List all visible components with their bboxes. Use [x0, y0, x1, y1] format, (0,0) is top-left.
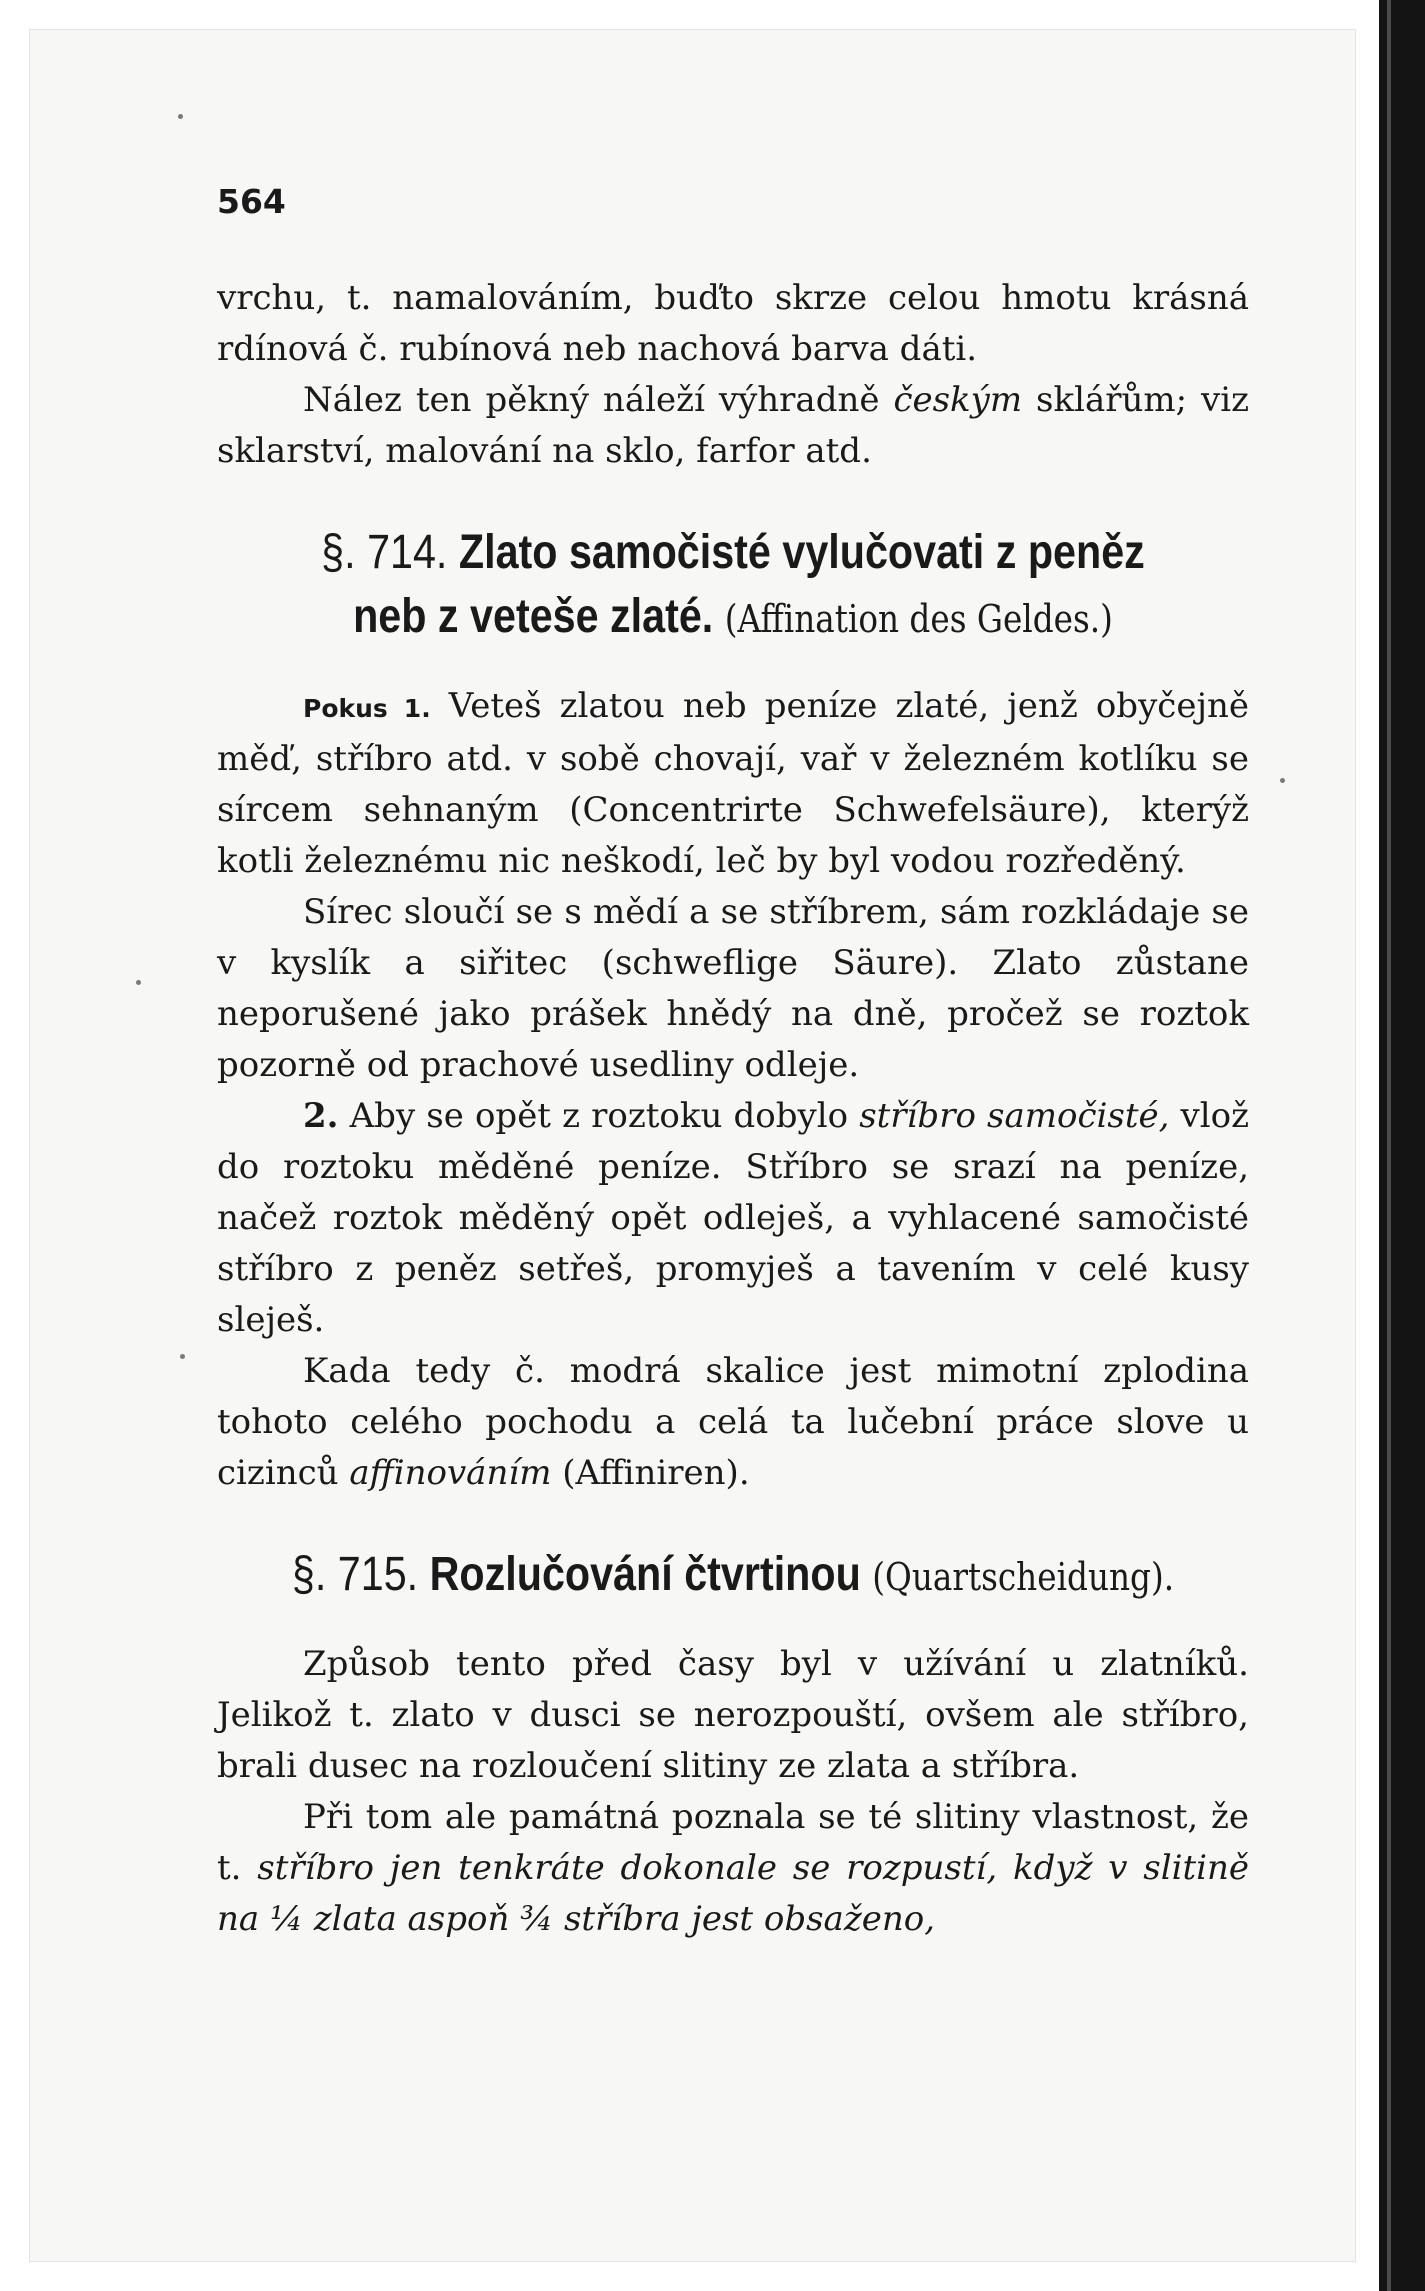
paragraph-nalez — [217, 375, 1249, 477]
paragraph-2 — [217, 1091, 1249, 1346]
para-2-start: Aby se opět z roztoku dobylo — [349, 1096, 849, 1136]
para-2-label: 2. — [303, 1096, 339, 1136]
paper-speck — [136, 980, 141, 985]
section-714-number: §. 714. — [321, 526, 448, 579]
nalez-rest: sklářům; viz sklarství, malování na sklo, farfor atd. — [217, 380, 1250, 471]
section-714-title: Zlato samočisté vylučovati z peněz neb z veteše zlaté. — [353, 526, 1145, 643]
paragraph-zpusob: Způsob tento před časy byl v užívání u zlatníků. Jelikož t. zlato v dusci se nerozpouští, ovšem ale stříbro, brali dusec na rozloučení slitiny ze zlata a stříbra. — [217, 1644, 1249, 1786]
paragraph-pokus — [217, 681, 1249, 887]
section-715-heading — [289, 1543, 1177, 1609]
pri-italic: stříbro jen tenkráte dokonale se rozpustí, když v slitině na ¼ zlata aspoň ¾ stříbra jest obsaženo, — [217, 1848, 1250, 1939]
page-number: 564 — [217, 182, 286, 221]
section-714-german: (Affination des Geldes.) — [724, 597, 1113, 641]
kada-start: Kada tedy č. modrá skalice jest mimotní zplodina tohoto celého pochodu a celá ta lučební práce slove u cizinců — [217, 1351, 1249, 1493]
paper-speck — [180, 1354, 185, 1359]
para-2-rest: vlož do roztoku měděné peníze. Stříbro se srazí na peníze, načež roztok měděný opět odleješ, a vyhlacené samočisté stříbro z peněz setřeš, promyješ a tavením v celé kusy sleješ. — [217, 1096, 1250, 1340]
paragraph-pri — [217, 1792, 1249, 1945]
paragraph-kada — [217, 1346, 1249, 1499]
section-715-number: §. 715. — [291, 1548, 419, 1601]
scan-edge — [1379, 0, 1425, 2291]
kada-italic: affinováním — [349, 1453, 552, 1493]
nalez-start: Nález ten pěkný náleží výhradně — [303, 380, 880, 420]
pokus-text: Veteš zlatou neb peníze zlaté, jenž obyčejně měď, stříbro atd. v sobě chovají, vař v železném kotlíku se sírcem sehnaným (Concentrirte Schwefelsäure), kterýž kotli železnému nic neškodí, leč by byl vodou rozředěný. — [217, 686, 1250, 881]
nalez-italic: českým — [893, 380, 1023, 420]
paragraph-sirec: Sírec sloučí se s mědí a se stříbrem, sám rozkládaje se v kyslík a siřitec (schweflige Säure). Zlato zůstane neporušené jako prášek hnědý na dně, pročež se roztok pozorně od prachové usedliny odleje. — [217, 892, 1249, 1085]
paragraph-intro: vrchu, t. namalováním, buďto skrze celou hmotu krásná rdínová č. rubínová neb nachová barva dáti. — [217, 278, 1249, 369]
pokus-label: Pokus 1. — [303, 694, 431, 723]
section-715-title: Rozlučování čtvrtinou — [429, 1548, 861, 1601]
para-2-italic: stříbro samočisté, — [859, 1096, 1170, 1136]
section-715-german: (Quartscheidung). — [872, 1555, 1175, 1599]
section-714-heading — [289, 521, 1177, 651]
paper-speck — [178, 114, 183, 119]
scan-edge-line — [1387, 0, 1391, 2291]
paper-speck — [1280, 778, 1285, 783]
page-content — [217, 182, 1249, 1945]
pri-start: Při tom ale památná poznala se té slitiny vlastnost, že t. — [217, 1797, 1249, 1888]
kada-end: (Affiniren). — [562, 1453, 750, 1493]
